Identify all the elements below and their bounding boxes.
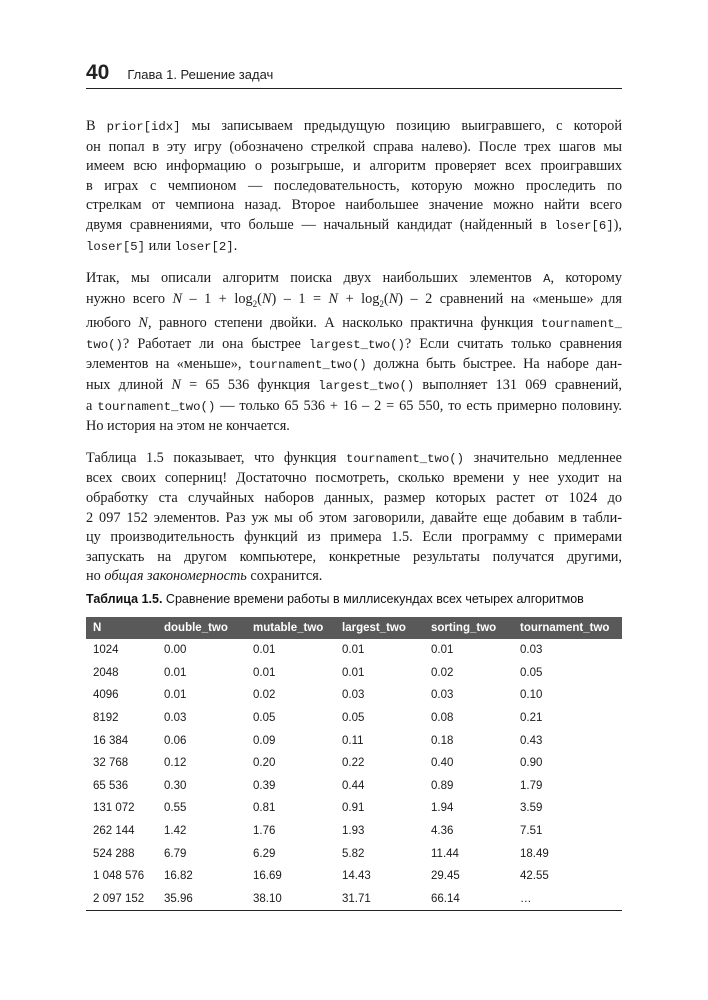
table-row bbox=[86, 752, 622, 775]
text-line: стрелкам от чемпиона назад. Второе наибольшее значение можно найти всего bbox=[86, 197, 622, 214]
inline-code: loser[2] bbox=[174, 239, 234, 254]
table-cell: 0.03 bbox=[431, 689, 454, 702]
table-cell: 0.05 bbox=[520, 666, 543, 679]
table-cell: 1.76 bbox=[253, 825, 276, 838]
table-cell: 6.79 bbox=[164, 847, 187, 860]
table-cell: 3.59 bbox=[520, 802, 543, 815]
text-line: запускать на другом компьютере, конкретные результаты получатся другими, bbox=[86, 548, 622, 565]
inline-code: prior[idx] bbox=[106, 120, 181, 134]
italic-text: общая закономерность bbox=[104, 568, 247, 585]
text-line: 2 097 152 элементов. Раз уж мы об этом заговорили, давайте еще добавим в табли- bbox=[86, 509, 622, 526]
text-line: а tournament_two() — только 65 536 + 16 – 2 = 65 550, то есть примерно половину. bbox=[86, 397, 622, 414]
table-cell: 0.44 bbox=[342, 779, 365, 792]
table-cell: 29.45 bbox=[431, 870, 460, 883]
table-cell: 0.40 bbox=[431, 757, 454, 770]
table-cell: 0.81 bbox=[253, 802, 276, 815]
table-cell: 35.96 bbox=[157, 888, 246, 911]
table-cell: 0.22 bbox=[342, 757, 365, 770]
table-cell: 0.06 bbox=[164, 734, 187, 747]
table-cell: 0.03 bbox=[342, 689, 365, 702]
table-cell: 0.12 bbox=[164, 757, 187, 770]
table-cell: 0.02 bbox=[431, 666, 454, 679]
table-cell: 0.03 bbox=[520, 644, 543, 657]
table-cell: 38.10 bbox=[246, 888, 335, 911]
table-row bbox=[86, 707, 622, 730]
column-header: largest_two bbox=[335, 617, 424, 639]
table-cell: 524 288 bbox=[93, 847, 135, 860]
text-line: имеем всю информацию о розыгрыше, и алгоритм проверяет всех проигравших bbox=[86, 158, 622, 175]
table-cell: 0.20 bbox=[253, 757, 276, 770]
table-cell: 16.82 bbox=[164, 870, 193, 883]
table-cell: 0.11 bbox=[342, 734, 364, 747]
text-line: В prior[idx] мы записываем предыдущую позицию выигравшего, с которой bbox=[86, 118, 622, 134]
page-header bbox=[86, 62, 622, 89]
page-number: 40 bbox=[86, 61, 110, 84]
inline-code: tournament_two() bbox=[97, 399, 216, 414]
table-cell: 0.21 bbox=[520, 712, 543, 725]
table-cell: 0.01 bbox=[253, 644, 276, 657]
text-line: обработку ста случайных наборов данных, размер которых растет от 1024 до bbox=[86, 489, 622, 506]
text-line: нужно всего $N - 1 + \log_2(N) - 1 = N + \log_2(N) - 2$ сравнений на «меньше» для bbox=[86, 290, 622, 309]
subscript: 2 bbox=[252, 298, 258, 309]
text-line: loser[5] или loser[2]. bbox=[86, 237, 238, 254]
text-line: Но история на этом не кончается. bbox=[86, 418, 290, 435]
table-cell: 0.01 bbox=[253, 666, 276, 679]
table-cell: 2 097 152 bbox=[86, 888, 157, 911]
table-cell: 16.69 bbox=[253, 870, 282, 883]
table-cell: 0.01 bbox=[342, 644, 365, 657]
table-cell: 1.94 bbox=[431, 802, 454, 815]
italic-text: N bbox=[172, 290, 183, 307]
table-cell: 0.90 bbox=[520, 757, 543, 770]
inline-code: tournament_two() bbox=[345, 451, 465, 466]
table-cell: 66.14 bbox=[424, 888, 513, 911]
column-header: tournament_two bbox=[513, 617, 622, 639]
text-line: в играх с чемпионом — последовательность, которую можно проследить по bbox=[86, 177, 622, 194]
text-line: любого N, равного степени двойки. А насколько практична функция tournament_ bbox=[86, 315, 622, 332]
table-cell: 0.30 bbox=[164, 779, 187, 792]
table-row bbox=[86, 842, 622, 865]
italic-text: N bbox=[388, 290, 399, 307]
table-cell: 2048 bbox=[93, 666, 119, 679]
table-cell: 1024 bbox=[93, 644, 119, 657]
text-line: ных длиной N = 65 536 функция largest_two() выполняет 131 069 сравнений, bbox=[86, 376, 622, 393]
column-header: sorting_two bbox=[424, 617, 513, 639]
table-cell: 1.79 bbox=[520, 779, 543, 792]
table-row bbox=[86, 888, 622, 911]
table-cell: 0.18 bbox=[431, 734, 454, 747]
table-cell: 8192 bbox=[93, 712, 119, 725]
subscript: 2 bbox=[379, 298, 384, 309]
table-row bbox=[86, 662, 622, 685]
italic-text: N bbox=[171, 376, 181, 393]
inline-code: largest_two() bbox=[318, 378, 415, 393]
table-cell: 0.05 bbox=[342, 712, 365, 725]
table-cell: … bbox=[513, 888, 622, 911]
text-line: Таблица 1.5 показывает, что функция tournament_two() значительно медленнее bbox=[86, 449, 623, 466]
table-cell: 31.71 bbox=[335, 888, 424, 911]
table-row bbox=[86, 729, 622, 752]
paragraph bbox=[86, 269, 622, 437]
paragraph bbox=[86, 117, 622, 257]
table-cell: 7.51 bbox=[520, 825, 543, 838]
table-cell: 1.93 bbox=[342, 825, 365, 838]
table-row bbox=[86, 639, 622, 662]
body-text bbox=[86, 117, 622, 599]
table-cell: 1 048 576 bbox=[93, 870, 145, 883]
inline-code: loser[6] bbox=[554, 218, 614, 233]
timing-table bbox=[86, 617, 622, 911]
inline-code: tournament_ bbox=[540, 317, 622, 332]
italic-text: N bbox=[138, 315, 148, 332]
table-cell: 0.03 bbox=[164, 712, 187, 725]
inline-code: A bbox=[543, 272, 551, 287]
table-header-row bbox=[86, 617, 622, 639]
text-line: цу производительность функций из примера 1.5. Если программу с примерами bbox=[86, 529, 622, 546]
column-header: mutable_two bbox=[246, 617, 335, 639]
text-line: элементов на «меньше», tournament_two() должна быть быстрее. На наборе дан- bbox=[86, 356, 622, 373]
table-caption-text: Сравнение времени работы в миллисекундах всех четырех алгоритмов bbox=[162, 592, 584, 606]
table-cell: 14.43 bbox=[342, 870, 371, 883]
table-cell: 0.89 bbox=[431, 779, 454, 792]
table-cell: 0.00 bbox=[164, 644, 187, 657]
inline-code: loser[5] bbox=[86, 239, 146, 254]
text-line: Итак, мы описали алгоритм поиска двух наибольших элементов A, которому bbox=[86, 270, 622, 287]
table-row bbox=[86, 797, 622, 820]
table-cell: 42.55 bbox=[520, 870, 549, 883]
italic-text: N bbox=[328, 290, 339, 307]
column-header: N bbox=[86, 617, 157, 639]
table-cell: 0.01 bbox=[164, 666, 187, 679]
table-cell: 4.36 bbox=[431, 825, 454, 838]
table-caption-label: Таблица 1.5. bbox=[86, 592, 163, 606]
table-row bbox=[86, 775, 622, 798]
table-cell: 18.49 bbox=[520, 847, 549, 860]
table-caption bbox=[86, 592, 622, 606]
table-cell: 0.01 bbox=[164, 689, 187, 702]
text-line: двумя сравнениями, что больше — начальный кандидат (найденный в loser[6]), bbox=[86, 216, 622, 233]
table-cell: 32 768 bbox=[93, 757, 129, 770]
table-cell: 0.10 bbox=[520, 689, 543, 702]
inline-code: tournament_two() bbox=[248, 358, 367, 373]
table-cell: 16 384 bbox=[93, 734, 129, 747]
table-row bbox=[86, 865, 622, 888]
table-cell: 0.39 bbox=[253, 779, 276, 792]
table-cell: 0.08 bbox=[431, 712, 454, 725]
text-line: всех своих соперниц! Достаточно посмотреть, сколько времени у нее уходит на bbox=[86, 470, 622, 487]
chapter-title: Глава 1. Решение задач bbox=[127, 67, 274, 82]
table-cell: 0.05 bbox=[253, 712, 276, 725]
table-body bbox=[86, 639, 622, 911]
table-cell: 0.91 bbox=[342, 802, 365, 815]
table-cell: 11.44 bbox=[431, 847, 459, 860]
text-line: он попал в эту игру (обозначено стрелкой справа налево). После трех шагов мы bbox=[86, 138, 622, 155]
table-cell: 0.02 bbox=[253, 689, 276, 702]
table-cell: 0.55 bbox=[164, 802, 187, 815]
paragraph bbox=[86, 449, 622, 587]
table-cell: 4096 bbox=[93, 689, 119, 702]
table-row bbox=[86, 820, 622, 843]
text-line: но общая закономерность сохранится. bbox=[86, 568, 323, 585]
table-cell: 6.29 bbox=[253, 847, 276, 860]
table-row bbox=[86, 684, 622, 707]
table-cell: 1.42 bbox=[164, 825, 187, 838]
table-cell: 0.01 bbox=[342, 666, 365, 679]
table-cell: 131 072 bbox=[93, 802, 135, 815]
table-cell: 0.09 bbox=[253, 734, 276, 747]
inline-code: largest_two() bbox=[308, 337, 405, 352]
table-cell: 5.82 bbox=[342, 847, 365, 860]
table-cell: 65 536 bbox=[93, 779, 129, 792]
table-cell: 262 144 bbox=[93, 825, 135, 838]
text-line: two()? Работает ли она быстрее largest_two()? Если считать только сравнения bbox=[86, 335, 622, 352]
column-header: double_two bbox=[157, 617, 246, 639]
table-cell: 0.43 bbox=[520, 734, 543, 747]
italic-text: N bbox=[261, 290, 272, 307]
inline-code: two() bbox=[86, 337, 123, 352]
table-cell: 0.01 bbox=[431, 644, 454, 657]
